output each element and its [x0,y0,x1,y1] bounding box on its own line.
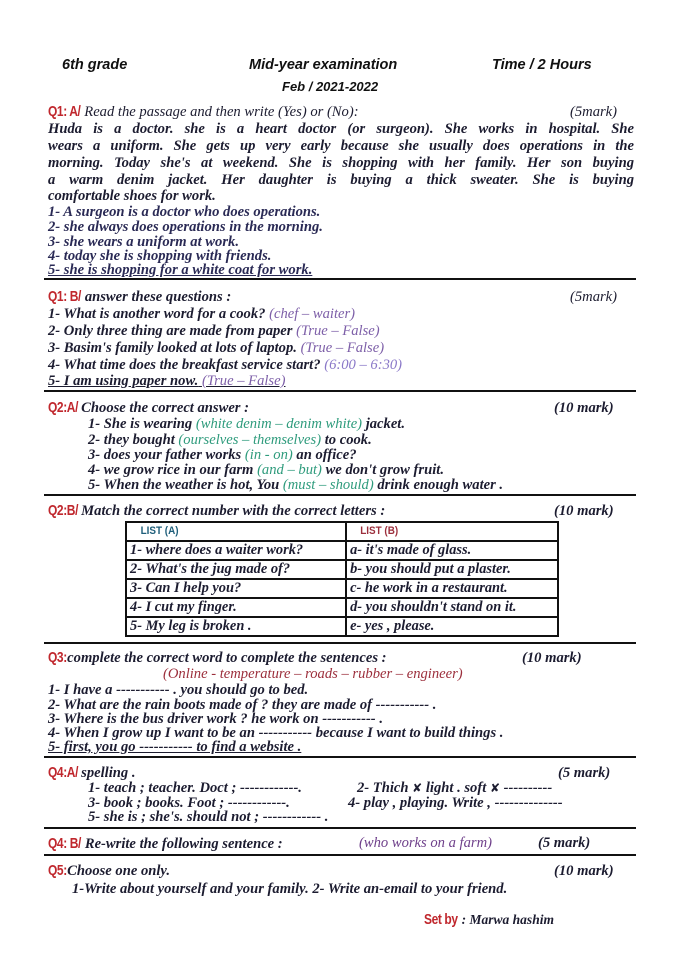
list-item [48,306,355,323]
passage-line: a warm denim jacket. Her daughter is buying a thick sweater. She is buying [48,172,634,188]
item-text: ---------- [503,780,553,796]
list-a-cell: 4- I cut my finger. [126,598,346,617]
passage-line: Huda is a doctor. she is a heart doctor (or surgeon). She works in hospital. She [48,121,634,137]
instruction: Choose one only. [67,863,171,879]
exam-time: Time / 2 Hours [492,57,592,73]
grade-label: 6th grade [62,57,128,73]
options: (True – False) [201,373,286,389]
divider [44,278,636,280]
options: (and – but) [257,462,322,478]
item-text: 3- does your father works [88,447,242,463]
instruction: Re-write the following sentence : [84,836,283,852]
column-header: LIST (B) [357,522,548,541]
instruction: Choose the correct answer : [81,400,249,416]
question-label: Q1: A/ [48,103,81,120]
item-text: an office? [296,447,357,463]
item-text: jacket. [365,416,406,432]
question-label: Q4: B/ [48,835,81,852]
options: (True – False) [296,323,380,339]
passage-line: morning. Today she's at weekend. She is shopping with her family. Her son buying [48,155,634,171]
divider [44,756,636,758]
mark: (10 mark) [522,650,582,666]
list-item [88,477,503,494]
q1b-heading [48,288,231,306]
list-item: 1- I have a ----------- . you should go to bed. [48,682,309,698]
mark: (5mark) [570,289,618,305]
item-text: we don't grow fruit. [325,462,444,478]
divider [44,827,636,829]
divider [44,642,636,644]
list-item [88,416,405,433]
item-text: 1- She is wearing [88,416,193,432]
spelling-item: 5- she is ; she's. should not ; ------------ . [88,809,329,825]
cross-icon: ✘ [489,781,500,795]
author-signature [424,911,554,929]
q5-options: 1-Write about yourself and your family. 2- Write an-email to your friend. [72,881,508,897]
sentence: (who works on a farm) [359,835,492,851]
list-b-cell: a- it's made of glass. [346,541,558,560]
instruction: answer these questions : [84,289,232,305]
list-item: 3- Where is the bus driver work ? he work on ----------- . [48,711,383,727]
list-item [48,373,285,390]
spelling-item: 4- play , playing. Write , -------------- [348,795,563,811]
divider [44,390,636,392]
list-item: 1- A surgeon is a doctor who does operations. [48,204,321,220]
list-item: 5- she is shopping for a white coat for work. [48,262,313,278]
q2b-heading [48,502,385,520]
item-text: 2- Thich [357,780,409,796]
list-item: 4- today she is shopping with friends. [48,248,272,264]
list-a-cell: 1- where does a waiter work? [126,541,346,560]
list-b-cell: b- you should put a plaster. [346,560,558,579]
list-b-cell: e- yes , please. [346,617,558,636]
list-a-cell: 3- Can I help you? [126,579,346,598]
cross-icon: ✘ [412,781,423,795]
list-b-cell: c- he work in a restaurant. [346,579,558,598]
column-header: LIST (A) [137,522,335,541]
table-row [126,617,558,636]
item-text: 1- What is another word for a cook? [48,306,266,322]
options: (6:00 – 6:30) [324,357,403,373]
table-header-row [126,522,558,541]
list-a-cell: 5- My leg is broken . [126,617,346,636]
list-item [48,323,380,340]
options: (True – False) [300,340,385,356]
list-item [48,340,384,357]
table-row [126,598,558,617]
item-text: 5- When the weather is hot, You [88,477,280,493]
q3-heading [48,649,387,667]
author-name: : Marwa hashim [461,912,554,927]
exam-title: Mid-year examination [249,57,398,73]
question-label: Q2:B/ [48,502,79,519]
instruction: Match the correct number with the correct letters : [81,503,386,519]
exam-date: Feb / 2021-2022 [282,79,379,94]
mark: (10 mark) [554,863,614,879]
q1a-heading [48,103,359,121]
q2a-heading [48,399,249,417]
instruction: spelling . [81,765,136,781]
question-label: Q3: [48,649,67,666]
word-bank: (Online - temperature – roads – rubber – engineer) [163,666,463,682]
passage-line: comfortable shoes for work. [48,188,216,204]
list-item: 5- first, you go ----------- to find a website . [48,739,302,755]
question-label: Q5: [48,862,67,879]
mark: (10 mark) [554,400,614,416]
spelling-item: 1- teach ; teacher. Doct ; ------------. [88,780,302,796]
list-a-cell: 2- What's the jug made of? [126,560,346,579]
item-text: 3- Basim's family looked at lots of laptop. [48,340,297,356]
list-item [48,357,402,374]
question-label: Q2:A/ [48,399,79,416]
options: (white denim – denim white) [195,416,363,432]
item-text: 5- I am using paper now. [48,373,199,389]
item-text: 4- What time does the breakfast service start? [48,357,321,373]
list-item: 2- she always does operations in the morning. [48,219,323,235]
table-row [126,579,558,598]
spelling-item: 3- book ; books. Foot ; ------------. [88,795,290,811]
item-text: 4- we grow rice in our farm [88,462,254,478]
mark: (10 mark) [554,503,614,519]
passage-line: wears a uniform. She gets up very early because she usually does operations in the [48,138,634,154]
options: (ourselves – themselves) [178,432,322,448]
divider [44,494,636,496]
item-text: 2- Only three thing are made from paper [48,323,293,339]
table-row [126,560,558,579]
list-item: 2- What are the rain boots made of ? they are made of ----------- . [48,697,437,713]
item-text: drink enough water . [377,477,504,493]
table-row [126,541,558,560]
list-b-cell: d- you shouldn't stand on it. [346,598,558,617]
options: (in - on) [244,447,293,463]
mark: (5 mark) [558,765,611,781]
item-text: 2- they bought [88,432,175,448]
q4b-heading [48,835,283,853]
divider [44,854,636,856]
list-item: 3- she wears a uniform at work. [48,234,239,250]
mark: (5 mark) [538,835,591,851]
list-item: 4- When I grow up I want to be an ----------- because I want to build things . [48,725,504,741]
mark: (5mark) [570,104,618,120]
matching-table [125,521,559,637]
instruction: complete the correct word to complete the sentences : [67,650,387,666]
options: (must – should) [282,477,374,493]
question-label: Q4:A/ [48,764,79,781]
item-text: to cook. [324,432,372,448]
options: (chef – waiter) [269,306,356,322]
set-by-label: Set by [424,911,458,928]
question-label: Q1: B/ [48,288,81,305]
q5-heading [48,862,170,880]
item-text: light . soft [425,780,487,796]
instruction: Read the passage and then write (Yes) or (No): [84,104,359,120]
